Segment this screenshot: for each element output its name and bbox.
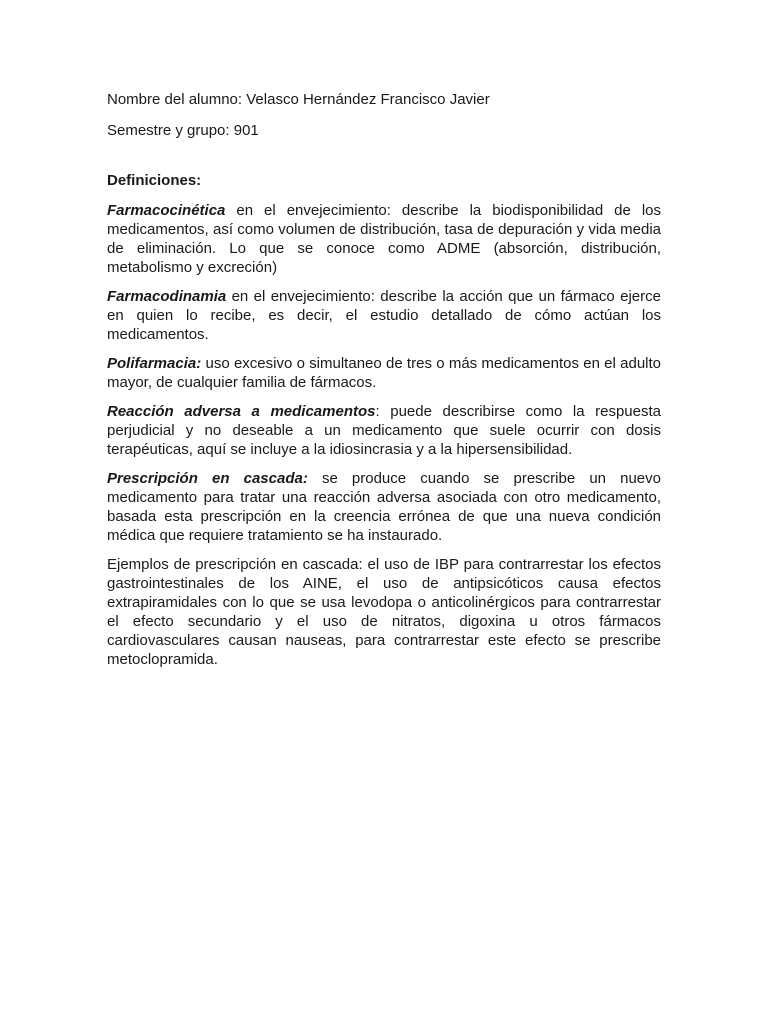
student-name-value: Velasco Hernández Francisco Javier bbox=[246, 91, 490, 108]
definition-pharmacokinetics bbox=[107, 201, 661, 277]
definition-adverse-reaction bbox=[107, 402, 661, 459]
definition-text: en el envejecimiento: describe la biodisponibilidad de los medicamentos, así como volumen de distribución, tasa de depuración y vida media de eliminación. Lo que se conoce como ADME (absorción, distribución, metabolismo y excreción) bbox=[107, 202, 661, 276]
definition-polypharmacy bbox=[107, 354, 661, 392]
definition-text: se produce cuando se prescribe un nuevo medicamento para tratar una reacción adversa asociada con otro medicamento, basada esta prescripción en la creencia errónea de que una nueva condición médica que requiere tratamiento se ha instaurado. bbox=[107, 470, 661, 544]
group-value: 901 bbox=[233, 122, 259, 139]
student-name-label: Nombre del alumno: bbox=[107, 91, 243, 108]
section-title: Definiciones: bbox=[107, 172, 202, 189]
definition-text: uso excesivo o simultaneo de tres o más medicamentos en el adulto mayor, de cualquier familia de fármacos. bbox=[107, 355, 661, 391]
definition-term: Farmacodinamia bbox=[107, 288, 227, 305]
definition-term: Prescripción en cascada: bbox=[107, 470, 308, 487]
group-label: Semestre y grupo: bbox=[107, 122, 230, 139]
student-name-line bbox=[107, 90, 661, 109]
definition-term: Polifarmacia: bbox=[107, 355, 202, 372]
examples-paragraph: Ejemplos de prescripción en cascada: el uso de IBP para contrarrestar los efectos gastrointestinales de los AINE, el uso de antipsicóticos causa efectos extrapiramidales con lo que se usa levodopa o anticolinérgicos para contrarrestar el efecto secundario y el uso de nitratos, digoxina u otros fármacos cardiovasculares causan nauseas, para contrarrestar este efecto se prescribe metoclopramida. bbox=[107, 556, 661, 668]
definition-text: en el envejecimiento: describe la acción que un fármaco ejerce en quien lo recibe, es decir, el estudio detallado de cómo actúan los medicamentos. bbox=[107, 288, 661, 343]
definition-text: : puede describirse como la respuesta perjudicial y no deseable a un medicamento que suele ocurrir con dosis terapéuticas, aquí se incluye a la idiosincrasia y a la hipersensibilidad. bbox=[107, 403, 661, 458]
group-line bbox=[107, 121, 661, 140]
definition-term: Farmacocinética bbox=[107, 202, 226, 219]
definition-prescribing-cascade bbox=[107, 469, 661, 545]
document-page bbox=[107, 90, 661, 679]
definition-pharmacodynamics bbox=[107, 287, 661, 344]
definition-term: Reacción adversa a medicamentos bbox=[107, 403, 376, 420]
